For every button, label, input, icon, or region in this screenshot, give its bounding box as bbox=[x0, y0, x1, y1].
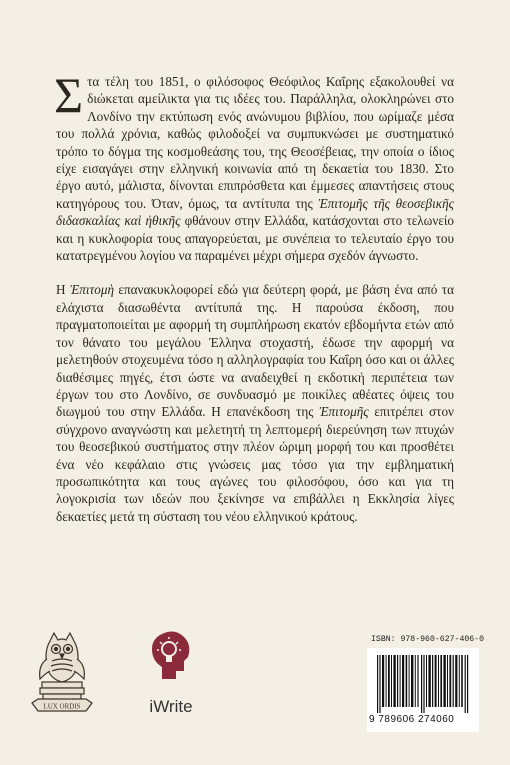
barcode-icon bbox=[377, 655, 471, 713]
barcode-box bbox=[367, 648, 479, 732]
iwrite-label: iWrite bbox=[149, 697, 193, 716]
paragraph-1-text: τα τέλη του 1851, ο φιλόσοφος Θεόφιλος Καΐρης εξακολουθεί να διώκεται αμείλικτα για τις ιδέες του. Παράλληλα, ολοκληρώνει στο Λονδίνο την εκτύπωση ενός ανώνυμου βιβλίου, που ωρίμαζε μέσα του πολλά χρόνια, καθώς φιλοδοξεί να συμπυκνώσει με συστηματικό τρόπο το δόγμα της κοσμοθεάσης του, της Θεοσέβειας, την οποία ο ίδιος είχε εισαγάγει στην ελληνική κοινωνία από τη δεκαετία του 1830. Στο έργο αυτό, μάλιστα, δίνονται επιπρόσθετα και έμμεσες απαντήσεις στους κατηγόρους του. Όταν, όμως, τα αντίτυπα της bbox=[56, 74, 454, 211]
book-title-short: Ἐπιτομὴ bbox=[69, 282, 115, 298]
paragraph-2-start: Η bbox=[56, 282, 70, 298]
back-cover-text bbox=[54, 67, 455, 525]
paragraph-2-middle: επανακυκλοφορεί εδώ για δεύτερη φορά, με βάση ένα από τα ελάχιστα διασωθέντα αντίτυπά της. Η παρούσα έκδοση, που πραγματοποιείται με αφορμή τη συμπλήρωση εκατόν εβδομήντα ετών από τον θάνατο του μεγάλου Έλληνα στοχαστή, έδωσε την αφορμή να μελετηθούν στοχευμένα τόσο η αλληλογραφία του Καΐρη όσο και οι άλλες διαθέσιμες πηγές, έτσι ώστε να αναδειχθεί η εκδοτική περιπέτεια των έργων του στο Λονδίνο, σε συνδυασμό με ποικίλες αθέατες όψεις του διωγμού του στην Ελλάδα. Η επανέκδοση της bbox=[56, 282, 454, 420]
paragraph-1-end: φθάνουν στην Ελλάδα, κατάσχονται στο τελωνείο και η κυκλοφορία τους απαγορεύεται, με συνέπεια το τελευταίο έργο του κατατρεγμένου λογίου να παραμένει μέχρι σήμερα σχεδόν άγνωστο. bbox=[56, 213, 455, 264]
iwrite-logo bbox=[138, 627, 204, 719]
book-title: Ἐπιτομῆς τῆς θεοσεβικῆς διδασκαλίας καὶ ἠθικῆς bbox=[56, 195, 454, 229]
lux-ordis-label: LUX ORDIS bbox=[43, 702, 81, 711]
lightbulb-head-icon bbox=[138, 627, 204, 693]
lux-ordis-logo bbox=[30, 627, 94, 719]
owl-books-logo-icon bbox=[30, 627, 94, 719]
paragraph-2 bbox=[56, 281, 454, 525]
isbn-label: ISBN: 978-960-627-406-0 bbox=[371, 635, 485, 644]
book-title-genitive: Ἐπιτομῆς bbox=[319, 404, 369, 420]
isbn-barcode bbox=[367, 631, 485, 731]
paragraph-1 bbox=[54, 67, 455, 264]
barcode-digits: 9 789606 274060 bbox=[369, 714, 455, 725]
paragraph-2-end: επιτρέπει στον σύγχρονο αναγνώστη και μελετητή τη λεπτομερή διερεύνηση των πτυχών του θεοσεβικού συστήματος στην πλέον ώριμη μορφή του και προσθέτει ένα νέο κεφάλαιο στις γνώσεις μας τόσο για την εμβληματική προσωπικότητα και τους αγώνες του φιλοσόφου, όσο και για τη λογοκρισία των ιδεών που ξεκίνησε να επιβάλλει η Εκκλησία λίγες δεκαετίες μετά τη σύσταση του νέου ελληνικού κράτους. bbox=[56, 404, 454, 524]
drop-cap: Σ bbox=[54, 67, 84, 123]
